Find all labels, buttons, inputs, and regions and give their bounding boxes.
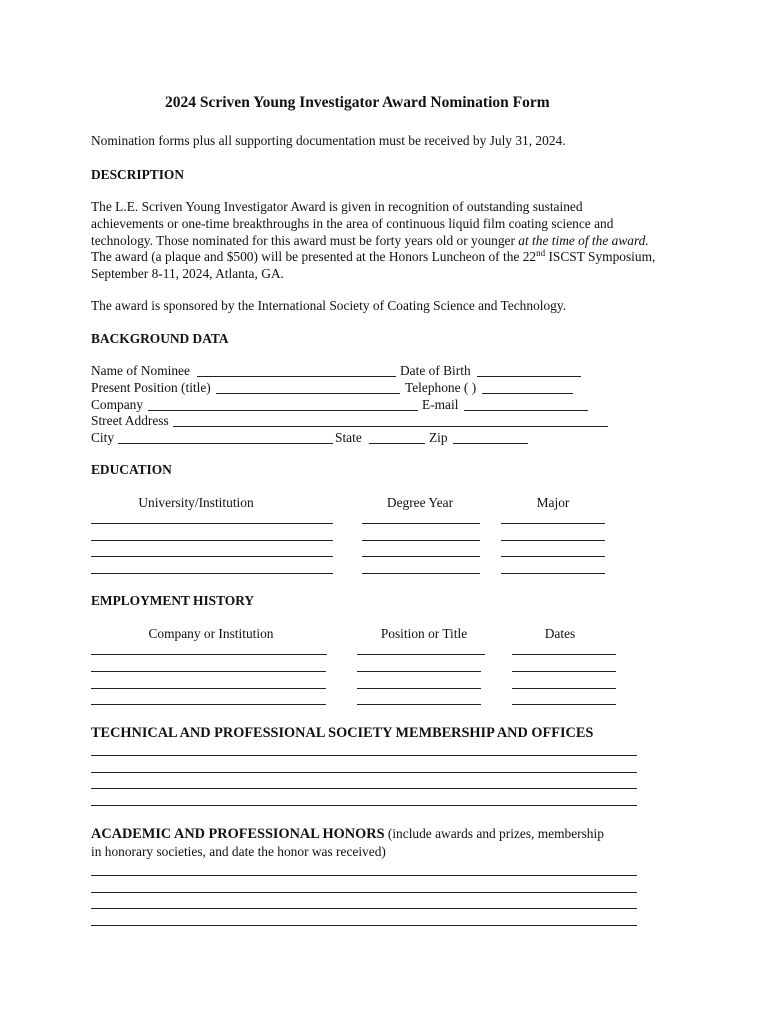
technical-heading: TECHNICAL AND PROFESSIONAL SOCIETY MEMBERSHIP AND OFFICES	[91, 725, 594, 741]
education-col-degree-year: Degree Year	[386, 495, 454, 510]
street-address-field[interactable]	[173, 426, 608, 427]
present-position-field[interactable]	[216, 393, 400, 394]
education-row-1-major[interactable]	[501, 523, 605, 524]
employment-row-4-position[interactable]	[357, 704, 481, 705]
honors-note-line-1: (include awards and prizes, membership	[384, 826, 604, 841]
zip-label: Zip	[429, 430, 448, 445]
nominee-name-field[interactable]	[197, 376, 396, 377]
honors-line-4[interactable]	[91, 925, 637, 926]
telephone-field[interactable]	[482, 393, 573, 394]
education-col-major: Major	[536, 495, 570, 510]
education-row-4-degree-year[interactable]	[362, 573, 480, 574]
employment-row-2-position[interactable]	[357, 671, 481, 672]
honors-line-3[interactable]	[91, 908, 637, 909]
city-field[interactable]	[118, 443, 333, 444]
description-line-3-italic: at the time of the award.	[518, 233, 649, 248]
education-col-institution: University/Institution	[138, 495, 254, 510]
street-address-label: Street Address	[91, 413, 169, 428]
honors-note-line-2: in honorary societies, and date the honor was received)	[91, 844, 386, 859]
employment-row-3-position[interactable]	[357, 688, 481, 689]
sponsor-text: The award is sponsored by the International Society of Coating Science and Technology.	[91, 298, 567, 313]
honors-line-2[interactable]	[91, 892, 637, 893]
email-field[interactable]	[464, 410, 588, 411]
page-title: 2024 Scriven Young Investigator Award Nomination Form	[165, 94, 550, 111]
employment-row-4-company[interactable]	[91, 704, 326, 705]
employment-row-2-dates[interactable]	[512, 671, 616, 672]
date-of-birth-label: Date of Birth	[400, 363, 471, 378]
employment-row-3-company[interactable]	[91, 688, 326, 689]
telephone-label: Telephone ( )	[405, 380, 477, 395]
deadline-text: Nomination forms plus all supporting documentation must be received by July 31, 2024.	[91, 133, 566, 148]
education-row-4-major[interactable]	[501, 573, 605, 574]
nominee-name-label: Name of Nominee	[91, 363, 190, 378]
honors-heading: ACADEMIC AND PROFESSIONAL HONORS	[91, 826, 385, 842]
education-row-1-degree-year[interactable]	[362, 523, 480, 524]
honors-heading-line	[91, 826, 604, 843]
education-row-3-degree-year[interactable]	[362, 556, 480, 557]
description-line-5: September 8-11, 2024, Atlanta, GA.	[91, 266, 284, 281]
technical-line-2[interactable]	[91, 772, 637, 773]
description-line-4-tail: ISCST Symposium,	[545, 249, 656, 264]
employment-row-4-dates[interactable]	[512, 704, 616, 705]
education-row-3-institution[interactable]	[91, 556, 333, 557]
email-label: E-mail	[422, 397, 459, 412]
description-line-3	[91, 233, 649, 250]
employment-col-company: Company or Institution	[148, 626, 274, 641]
description-line-2: achievements or one-time breakthroughs in the area of continuous liquid film coating science and	[91, 216, 614, 231]
employment-row-2-company[interactable]	[91, 671, 326, 672]
education-row-1-institution[interactable]	[91, 523, 333, 524]
description-line-4	[91, 249, 655, 266]
date-of-birth-field[interactable]	[477, 376, 581, 377]
education-heading: EDUCATION	[91, 462, 172, 477]
description-line-1: The L.E. Scriven Young Investigator Award is given in recognition of outstanding sustained	[91, 199, 583, 214]
city-label: City	[91, 430, 115, 445]
state-field[interactable]	[369, 443, 425, 444]
education-row-2-institution[interactable]	[91, 540, 333, 541]
employment-row-3-dates[interactable]	[512, 688, 616, 689]
state-label: State	[335, 430, 362, 445]
background-heading: BACKGROUND DATA	[91, 331, 229, 346]
employment-row-1-position[interactable]	[357, 654, 485, 655]
company-label: Company	[91, 397, 144, 412]
education-row-3-major[interactable]	[501, 556, 605, 557]
technical-line-3[interactable]	[91, 788, 637, 789]
ordinal-suffix: nd	[536, 248, 546, 258]
honors-line-1[interactable]	[91, 875, 637, 876]
employment-row-1-dates[interactable]	[512, 654, 616, 655]
education-row-2-degree-year[interactable]	[362, 540, 480, 541]
company-field[interactable]	[148, 410, 418, 411]
employment-row-1-company[interactable]	[91, 654, 327, 655]
description-line-4-text: The award (a plaque and $500) will be presented at the Honors Luncheon of the 22	[91, 249, 537, 264]
technical-line-4[interactable]	[91, 805, 637, 806]
technical-line-1[interactable]	[91, 755, 637, 756]
nomination-form-page	[91, 0, 691, 1024]
employment-col-dates: Dates	[544, 626, 576, 641]
description-heading: DESCRIPTION	[91, 167, 185, 182]
education-row-2-major[interactable]	[501, 540, 605, 541]
employment-heading: EMPLOYMENT HISTORY	[91, 593, 255, 608]
education-row-4-institution[interactable]	[91, 573, 333, 574]
present-position-label: Present Position (title)	[91, 380, 211, 395]
employment-col-position: Position or Title	[380, 626, 468, 641]
description-line-3-text: technology. Those nominated for this award must be forty years old or younger	[91, 233, 519, 248]
zip-field[interactable]	[453, 443, 528, 444]
